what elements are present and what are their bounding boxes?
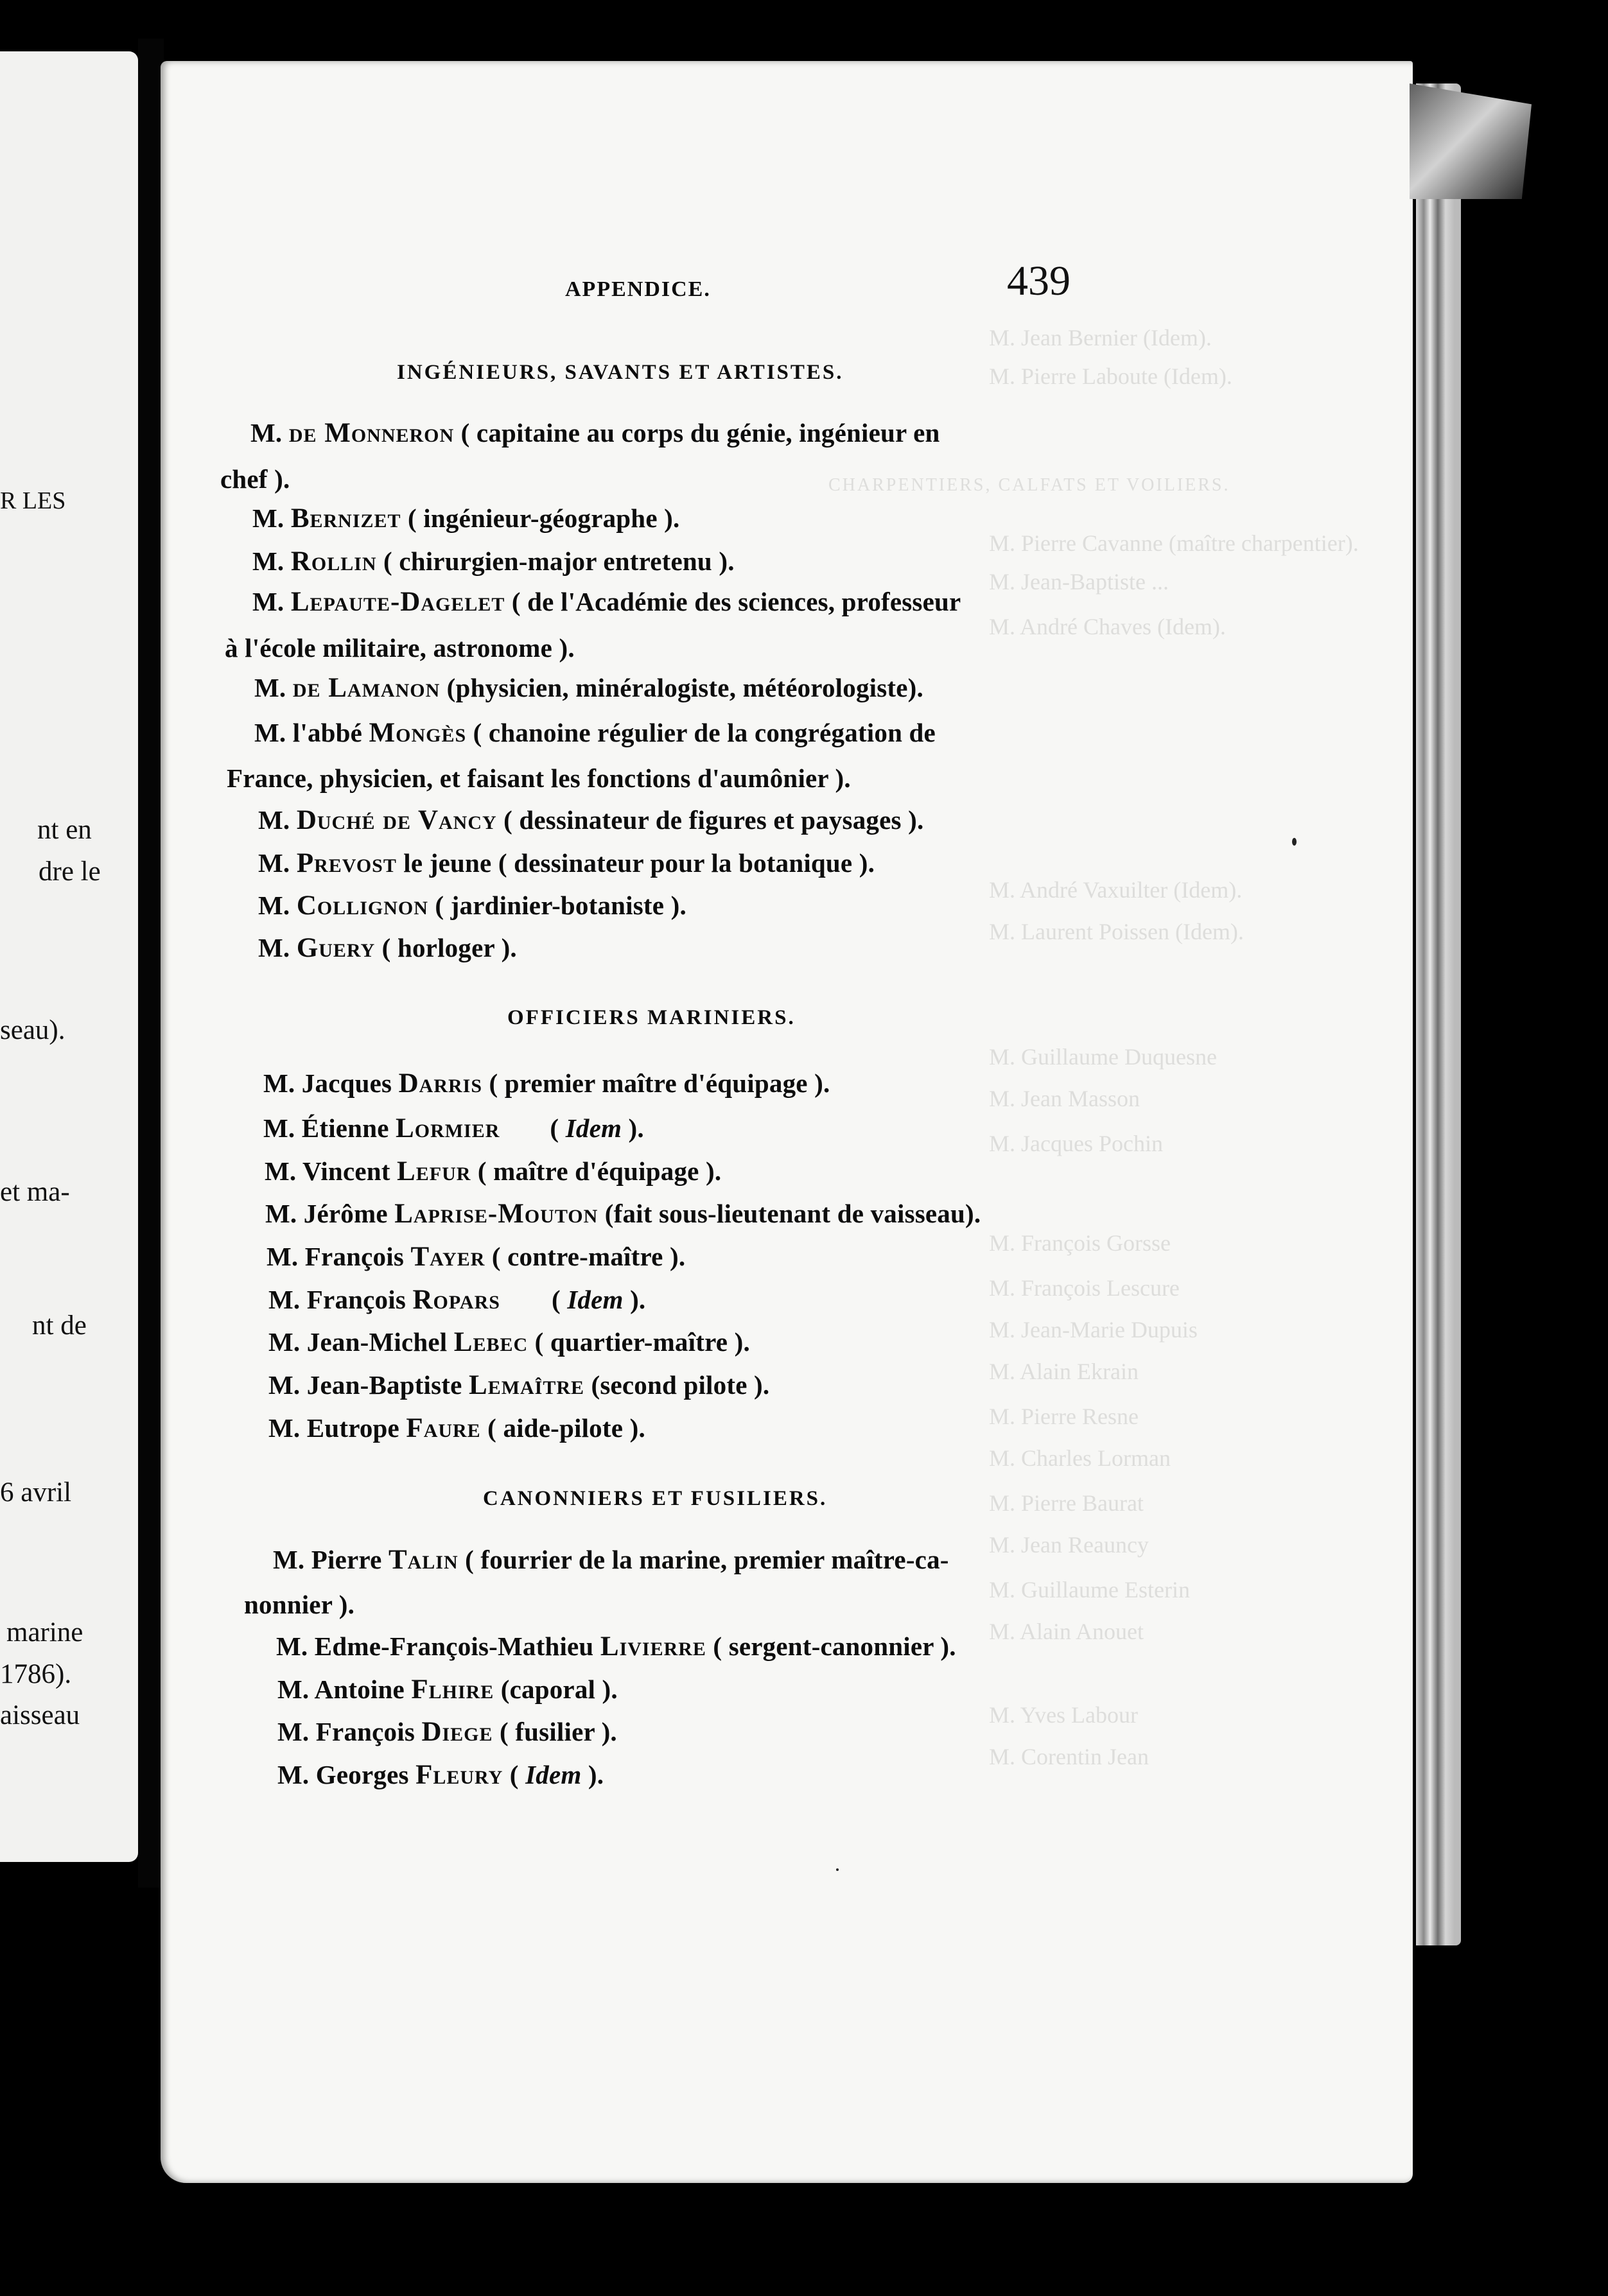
ghost-line: M. Alain Ekrain	[989, 1359, 1139, 1384]
entry-line: M. Collignon ( jardinier-botaniste ).	[258, 891, 686, 921]
page-number: 439	[1007, 257, 1071, 304]
entry-line: M. Antoine Flhire (caporal ).	[277, 1674, 618, 1705]
entry-line: France, physicien, et faisant les fonctions d'aumônier ).	[227, 763, 851, 793]
ink-speck	[836, 1868, 839, 1871]
entry-line: M. Duché de Vancy ( dessinateur de figures et paysages ).	[258, 805, 924, 835]
left-fragment: aisseau	[0, 1700, 80, 1730]
entry-line: M. Jacques Darris ( premier maître d'équipage ).	[263, 1068, 830, 1099]
left-fragment: 6 avril	[0, 1477, 72, 1508]
ghost-line: M. François Lescure	[989, 1275, 1180, 1301]
ghost-line: M. François Gorsse	[989, 1230, 1171, 1256]
entry-line: M. Jean-Michel Lebec ( quartier-maître ).	[268, 1327, 750, 1357]
ghost-line: M. Guillaume Esterin	[989, 1577, 1190, 1603]
entry-line: M. de Monneron ( capitaine au corps du génie, ingénieur en	[250, 418, 940, 448]
ghost-line: M. Pierre Baurat	[989, 1490, 1144, 1516]
entry-line: M. Pierre Talin ( fourrier de la marine, premier maître-ca-	[273, 1545, 949, 1575]
entry-line: chef ).	[220, 464, 290, 494]
ghost-line: M. Jean-Baptiste ...	[989, 569, 1169, 595]
ghost-line: M. Jacques Pochin	[989, 1131, 1163, 1156]
left-fragment: dre le	[39, 857, 101, 887]
entry-line: M. Étienne Lormier ( Idem ).	[263, 1113, 644, 1144]
running-head: APPENDICE.	[565, 277, 711, 301]
ghost-line: M. André Vaxuilter (Idem).	[989, 877, 1243, 903]
ink-speck	[1292, 838, 1297, 846]
left-fragment: nt en	[37, 815, 92, 845]
left-fragment: et ma-	[0, 1177, 70, 1207]
entry-line: M. François Ropars ( Idem ).	[268, 1285, 646, 1315]
entry-line: M. Edme-François-Mathieu Livierre ( sergent-canonnier ).	[276, 1631, 956, 1662]
entry-line: M. François Tayer ( contre-maître ).	[267, 1242, 686, 1272]
left-fragment: seau).	[0, 1015, 66, 1045]
entry-line: M. Eutrope Faure ( aide-pilote ).	[268, 1413, 645, 1443]
left-fragment: 1786).	[0, 1659, 72, 1689]
section-title-officiers: OFFICIERS MARINIERS.	[507, 1006, 796, 1029]
entry-line: M. de Lamanon (physicien, minéralogiste, météorologiste).	[254, 673, 923, 703]
entry-line: M. Bernizet ( ingénieur-géographe ).	[252, 503, 680, 534]
ghost-line: M. Corentin Jean	[989, 1744, 1149, 1770]
entry-line: M. Prevost le jeune ( dessinateur pour la botanique ).	[258, 848, 875, 878]
ghost-line: M. Pierre Laboute (Idem).	[989, 363, 1232, 389]
ghost-line: M. Jean Masson	[989, 1086, 1140, 1111]
entry-line: M. Georges Fleury ( Idem ).	[277, 1760, 604, 1790]
ghost-line: CHARPENTIERS, CALFATS ET VOILIERS.	[828, 475, 1230, 495]
left-fragment: nt de	[32, 1310, 87, 1341]
ghost-line: M. André Chaves (Idem).	[989, 614, 1226, 639]
ghost-line: M. Alain Anouet	[989, 1619, 1144, 1644]
section-title-canonniers: CANONNIERS ET FUSILIERS.	[483, 1487, 828, 1510]
ghost-line: M. Pierre Resne	[989, 1404, 1139, 1429]
entry-line: M. l'abbé Mongès ( chanoine régulier de la congrégation de	[254, 718, 936, 748]
ghost-line: M. Guillaume Duquesne	[989, 1044, 1217, 1070]
ghost-line: M. Laurent Poissen (Idem).	[989, 919, 1244, 944]
entry-line: à l'école militaire, astronome ).	[225, 633, 575, 663]
ghost-line: M. Charles Lorman	[989, 1445, 1171, 1471]
left-fragment: R LES	[0, 487, 66, 514]
entry-line: M. Lepaute-Dagelet ( de l'Académie des sciences, professeur	[252, 587, 961, 617]
entry-line: M. Jérôme Laprise-Mouton (fait sous-lieutenant de vaisseau).	[265, 1199, 981, 1229]
entry-line: M. Rollin ( chirurgien-major entretenu ).	[252, 546, 735, 577]
left-fragment: marine	[6, 1617, 83, 1648]
ghost-line: M. Yves Labour	[989, 1702, 1139, 1728]
ghost-line: M. Jean-Marie Dupuis	[989, 1317, 1198, 1343]
entry-line: M. François Diege ( fusilier ).	[277, 1717, 617, 1747]
entry-line: M. Vincent Lefur ( maître d'équipage ).	[265, 1156, 722, 1187]
entry-line: M. Guery ( horloger ).	[258, 933, 517, 963]
ghost-line: M. Pierre Cavanne (maître charpentier).	[989, 530, 1359, 556]
ghost-line: M. Jean Reauncy	[989, 1532, 1149, 1558]
ghost-line: M. Jean Bernier (Idem).	[989, 325, 1212, 351]
section-title-ingenieurs: INGÉNIEURS, SAVANTS ET ARTISTES.	[397, 361, 844, 384]
entry-line: M. Jean-Baptiste Lemaître (second pilote ).	[268, 1370, 770, 1400]
entry-line: nonnier ).	[244, 1590, 355, 1619]
